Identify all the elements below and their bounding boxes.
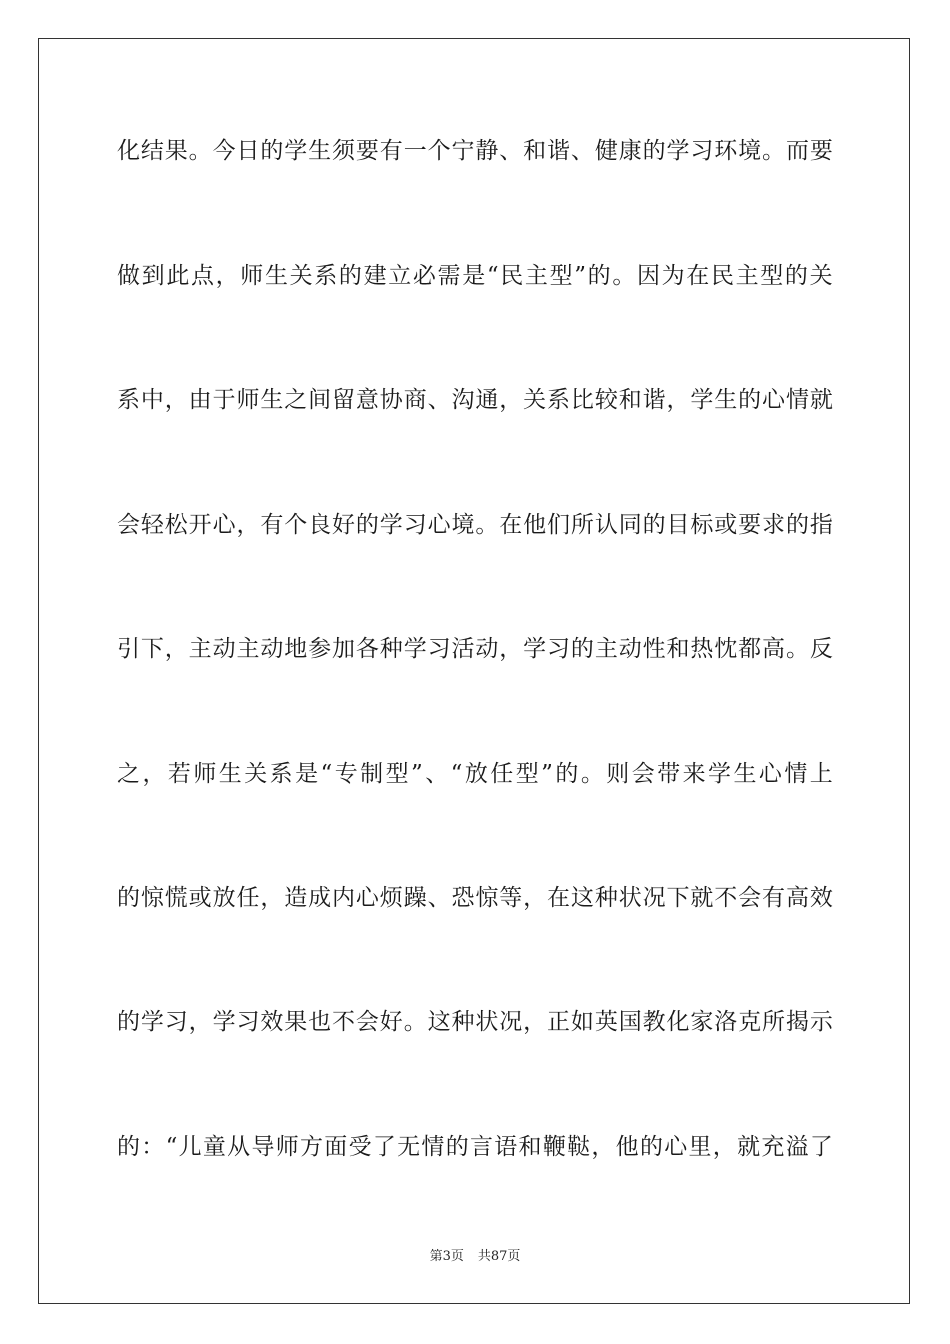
glyph: 系 bbox=[117, 387, 140, 413]
glyph: 结 bbox=[140, 138, 164, 164]
glyph: 环 bbox=[714, 138, 738, 164]
glyph: 这 bbox=[427, 1009, 451, 1035]
body-text-line-9 bbox=[117, 1131, 833, 1163]
glyph: 们 bbox=[547, 512, 571, 538]
glyph: 会 bbox=[355, 1009, 379, 1035]
glyph: 松 bbox=[164, 512, 188, 538]
glyph: 师 bbox=[240, 263, 264, 289]
glyph: 学 bbox=[666, 138, 690, 164]
glyph: 系 bbox=[269, 761, 293, 787]
glyph: 状 bbox=[618, 885, 642, 911]
body-text-line-8 bbox=[117, 1006, 833, 1038]
glyph: 。 bbox=[188, 138, 212, 164]
glyph: 的 bbox=[338, 263, 362, 289]
glyph: 学 bbox=[379, 512, 403, 538]
body-text-line-7 bbox=[117, 882, 833, 914]
glyph: 了 bbox=[372, 1134, 396, 1160]
glyph: 上 bbox=[809, 761, 833, 787]
glyph: 中 bbox=[140, 387, 164, 413]
glyph: 内 bbox=[332, 885, 356, 911]
glyph: 沟 bbox=[451, 387, 475, 413]
glyph: 同 bbox=[618, 512, 642, 538]
glyph: 指 bbox=[809, 512, 833, 538]
glyph: 。 bbox=[580, 761, 604, 787]
glyph: 型 bbox=[760, 263, 784, 289]
glyph: 的 bbox=[555, 761, 579, 787]
glyph: 不 bbox=[714, 885, 738, 911]
glyph: 开 bbox=[188, 512, 212, 538]
body-text-line-4 bbox=[117, 509, 833, 541]
glyph: 宁 bbox=[451, 138, 475, 164]
glyph: 民 bbox=[500, 263, 524, 289]
glyph: 果 bbox=[164, 138, 188, 164]
glyph: 导 bbox=[251, 1134, 275, 1160]
glyph: 和 bbox=[518, 1134, 542, 1160]
glyph: 引 bbox=[117, 636, 140, 662]
glyph: 况 bbox=[499, 1009, 523, 1035]
glyph: 学 bbox=[708, 761, 731, 787]
glyph: 化 bbox=[117, 138, 140, 164]
glyph: 良 bbox=[308, 512, 332, 538]
glyph: 惊 bbox=[140, 885, 164, 911]
glyph: 为 bbox=[661, 263, 685, 289]
glyph: 高 bbox=[785, 885, 809, 911]
glyph: 则 bbox=[606, 761, 630, 787]
glyph: 会 bbox=[117, 512, 140, 538]
glyph: 各 bbox=[355, 636, 379, 662]
glyph: 的 bbox=[587, 263, 611, 289]
glyph: 谐 bbox=[642, 387, 666, 413]
glyph: 需 bbox=[437, 263, 461, 289]
glyph: 放 bbox=[464, 761, 488, 787]
glyph: 轻 bbox=[140, 512, 164, 538]
glyph: 师 bbox=[275, 1134, 299, 1160]
glyph: 的 bbox=[738, 387, 762, 413]
glyph: 专 bbox=[334, 761, 358, 787]
glyph: 在 bbox=[499, 512, 523, 538]
glyph: 建 bbox=[363, 263, 387, 289]
glyph: 的 bbox=[355, 512, 379, 538]
glyph: 教 bbox=[642, 1009, 666, 1035]
glyph: 协 bbox=[379, 387, 403, 413]
page-footer bbox=[0, 1248, 950, 1266]
glyph: 必 bbox=[412, 263, 436, 289]
glyph: 立 bbox=[388, 263, 412, 289]
glyph: 好 bbox=[332, 512, 356, 538]
glyph: 地 bbox=[284, 636, 308, 662]
glyph: 的 bbox=[117, 885, 140, 911]
glyph: 国 bbox=[618, 1009, 642, 1035]
glyph: 心 bbox=[762, 387, 786, 413]
glyph: 任 bbox=[236, 885, 260, 911]
glyph: 充 bbox=[761, 1134, 785, 1160]
glyph: ， bbox=[164, 636, 188, 662]
glyph: 都 bbox=[738, 636, 762, 662]
glyph: 鞑 bbox=[567, 1134, 591, 1160]
body-text-line-5 bbox=[117, 633, 833, 665]
glyph: 的 bbox=[260, 138, 284, 164]
glyph: 制 bbox=[360, 761, 384, 787]
glyph: 的 bbox=[117, 1134, 140, 1160]
glyph: 好 bbox=[379, 1009, 403, 1035]
glyph: 要 bbox=[355, 138, 379, 164]
glyph: 、 bbox=[425, 761, 449, 787]
glyph: 于 bbox=[212, 387, 236, 413]
glyph: 下 bbox=[140, 636, 164, 662]
glyph: 所 bbox=[762, 1009, 786, 1035]
glyph: 习 bbox=[690, 138, 714, 164]
glyph: 如 bbox=[570, 1009, 594, 1035]
glyph: 系 bbox=[314, 263, 338, 289]
glyph: 和 bbox=[523, 138, 547, 164]
glyph: 就 bbox=[690, 885, 714, 911]
glyph: 关 bbox=[523, 387, 547, 413]
glyph: 间 bbox=[308, 387, 332, 413]
glyph: 种 bbox=[451, 1009, 475, 1035]
glyph: 躁 bbox=[403, 885, 427, 911]
glyph: 意 bbox=[355, 387, 379, 413]
glyph: 。 bbox=[762, 138, 786, 164]
glyph: 一 bbox=[403, 138, 427, 164]
glyph: 语 bbox=[494, 1134, 518, 1160]
glyph: 就 bbox=[809, 387, 833, 413]
glyph: 会 bbox=[631, 761, 655, 787]
glyph: 关 bbox=[289, 263, 313, 289]
glyph: 鞭 bbox=[542, 1134, 566, 1160]
glyph: 生 bbox=[264, 263, 288, 289]
glyph: 儿 bbox=[178, 1134, 202, 1160]
glyph: ， bbox=[523, 1009, 547, 1035]
glyph: 或 bbox=[188, 885, 212, 911]
glyph: 造 bbox=[284, 885, 308, 911]
glyph: 日 bbox=[236, 138, 260, 164]
glyph: 须 bbox=[332, 138, 356, 164]
glyph: 较 bbox=[594, 387, 618, 413]
glyph: 这 bbox=[570, 885, 594, 911]
glyph: 心 bbox=[427, 512, 451, 538]
glyph: 正 bbox=[547, 1009, 571, 1035]
glyph: 克 bbox=[738, 1009, 762, 1035]
glyph: ： bbox=[141, 1134, 165, 1160]
glyph: 因 bbox=[636, 263, 660, 289]
glyph: 型 bbox=[385, 761, 409, 787]
glyph: 习 bbox=[403, 512, 427, 538]
body-text-line-1 bbox=[117, 135, 833, 167]
glyph: 活 bbox=[451, 636, 475, 662]
glyph: 生 bbox=[733, 761, 757, 787]
glyph: ， bbox=[164, 387, 188, 413]
glyph: 习 bbox=[427, 636, 451, 662]
glyph: 参 bbox=[308, 636, 332, 662]
glyph: 师 bbox=[193, 761, 217, 787]
glyph: 生 bbox=[308, 138, 332, 164]
glyph: 。 bbox=[475, 512, 499, 538]
glyph: 热 bbox=[690, 636, 714, 662]
glyph: 有 bbox=[379, 138, 403, 164]
glyph: ” bbox=[541, 761, 553, 787]
glyph: 洛 bbox=[714, 1009, 738, 1035]
glyph: ， bbox=[499, 387, 523, 413]
glyph: 所 bbox=[570, 512, 594, 538]
glyph: 家 bbox=[690, 1009, 714, 1035]
glyph: 和 bbox=[618, 387, 642, 413]
glyph: “ bbox=[320, 761, 333, 787]
glyph: 点 bbox=[190, 263, 214, 289]
glyph: 种 bbox=[379, 636, 403, 662]
glyph: 带 bbox=[657, 761, 681, 787]
glyph: 动 bbox=[260, 636, 284, 662]
glyph: 有 bbox=[260, 512, 284, 538]
glyph: “ bbox=[486, 263, 499, 289]
glyph: 果 bbox=[284, 1009, 308, 1035]
glyph: 和 bbox=[666, 636, 690, 662]
glyph: 烦 bbox=[379, 885, 403, 911]
glyph: 任 bbox=[490, 761, 514, 787]
glyph: 动 bbox=[475, 636, 499, 662]
glyph: ， bbox=[666, 387, 690, 413]
glyph: 方 bbox=[300, 1134, 324, 1160]
glyph: ， bbox=[712, 1134, 736, 1160]
glyph: ， bbox=[499, 636, 523, 662]
glyph: 主 bbox=[735, 263, 759, 289]
glyph: 认 bbox=[594, 512, 618, 538]
glyph: 要 bbox=[738, 512, 762, 538]
glyph: 关 bbox=[809, 263, 833, 289]
glyph: 性 bbox=[642, 636, 666, 662]
glyph: 习 bbox=[236, 1009, 260, 1035]
glyph: 系 bbox=[547, 387, 571, 413]
glyph: 揭 bbox=[785, 1009, 809, 1035]
glyph: 恐 bbox=[451, 885, 475, 911]
glyph: 生 bbox=[260, 387, 284, 413]
glyph: 下 bbox=[666, 885, 690, 911]
glyph: 情 bbox=[785, 387, 809, 413]
glyph: 学 bbox=[140, 1009, 164, 1035]
glyph: 或 bbox=[714, 512, 738, 538]
glyph: 型 bbox=[549, 263, 573, 289]
glyph: 康 bbox=[618, 138, 642, 164]
glyph: 情 bbox=[784, 761, 808, 787]
glyph: 求 bbox=[762, 512, 786, 538]
glyph: 个 bbox=[284, 512, 308, 538]
glyph: 种 bbox=[594, 885, 618, 911]
glyph: 效 bbox=[260, 1009, 284, 1035]
glyph: 的 bbox=[642, 512, 666, 538]
glyph: 的 bbox=[642, 138, 666, 164]
glyph: 状 bbox=[475, 1009, 499, 1035]
glyph: 里 bbox=[688, 1134, 712, 1160]
glyph: 心 bbox=[355, 885, 379, 911]
glyph: 民 bbox=[710, 263, 734, 289]
glyph: 情 bbox=[421, 1134, 445, 1160]
glyph: 是 bbox=[462, 263, 486, 289]
glyph: 之 bbox=[284, 387, 308, 413]
glyph: 。 bbox=[403, 1009, 427, 1035]
glyph: 到 bbox=[141, 263, 165, 289]
glyph: 生 bbox=[714, 387, 738, 413]
glyph: 心 bbox=[758, 761, 782, 787]
glyph: ， bbox=[591, 1134, 615, 1160]
glyph: 。 bbox=[785, 636, 809, 662]
glyph: 言 bbox=[469, 1134, 493, 1160]
glyph: 加 bbox=[332, 636, 356, 662]
glyph: 要 bbox=[809, 138, 833, 164]
glyph: 健 bbox=[594, 138, 618, 164]
glyph: 境 bbox=[451, 512, 475, 538]
glyph: 境 bbox=[738, 138, 762, 164]
glyph: 从 bbox=[227, 1134, 251, 1160]
glyph: 不 bbox=[332, 1009, 356, 1035]
glyph: 他 bbox=[523, 512, 547, 538]
glyph: 动 bbox=[212, 636, 236, 662]
glyph: ” bbox=[574, 263, 586, 289]
glyph: 型 bbox=[515, 761, 539, 787]
glyph: 由 bbox=[188, 387, 212, 413]
glyph: 的 bbox=[785, 512, 809, 538]
glyph: 主 bbox=[524, 263, 548, 289]
glyph: 惊 bbox=[475, 885, 499, 911]
glyph: 主 bbox=[594, 636, 618, 662]
glyph: 的 bbox=[117, 1009, 140, 1035]
glyph: 反 bbox=[809, 636, 833, 662]
glyph: 做 bbox=[117, 263, 140, 289]
glyph: 的 bbox=[445, 1134, 469, 1160]
glyph: 无 bbox=[397, 1134, 421, 1160]
glyph: 示 bbox=[809, 1009, 833, 1035]
glyph: 况 bbox=[642, 885, 666, 911]
glyph: 谐 bbox=[547, 138, 571, 164]
page-number: 第3页 bbox=[429, 1249, 464, 1264]
glyph: 师 bbox=[236, 387, 260, 413]
glyph: 习 bbox=[164, 1009, 188, 1035]
glyph: 学 bbox=[403, 636, 427, 662]
body-text-line-2 bbox=[117, 260, 833, 292]
glyph: 是 bbox=[295, 761, 319, 787]
page-border bbox=[38, 38, 910, 1304]
glyph: 了 bbox=[809, 1134, 833, 1160]
glyph: ， bbox=[523, 885, 547, 911]
glyph: 、 bbox=[570, 138, 594, 164]
glyph: 心 bbox=[212, 512, 236, 538]
glyph: 效 bbox=[809, 885, 833, 911]
body-text-line-3 bbox=[117, 384, 833, 416]
glyph: 放 bbox=[212, 885, 236, 911]
glyph: 受 bbox=[348, 1134, 372, 1160]
glyph: 、 bbox=[499, 138, 523, 164]
glyph: 的 bbox=[784, 263, 808, 289]
glyph: 。 bbox=[612, 263, 636, 289]
glyph: 主 bbox=[236, 636, 260, 662]
glyph: ， bbox=[215, 263, 239, 289]
glyph: 生 bbox=[218, 761, 242, 787]
glyph: 学 bbox=[690, 387, 714, 413]
body-text-line-6 bbox=[117, 758, 833, 790]
glyph: 溢 bbox=[785, 1134, 809, 1160]
glyph: ， bbox=[260, 885, 284, 911]
glyph: 个 bbox=[427, 138, 451, 164]
glyph: 来 bbox=[682, 761, 706, 787]
glyph: 关 bbox=[244, 761, 268, 787]
glyph: 、 bbox=[427, 387, 451, 413]
glyph: 在 bbox=[686, 263, 710, 289]
glyph: 动 bbox=[618, 636, 642, 662]
glyph: ” bbox=[411, 761, 423, 787]
glyph: 习 bbox=[547, 636, 571, 662]
glyph: “ bbox=[450, 761, 463, 787]
glyph: 化 bbox=[666, 1009, 690, 1035]
glyph: 学 bbox=[284, 138, 308, 164]
glyph: 童 bbox=[202, 1134, 226, 1160]
total-pages: 共87页 bbox=[477, 1249, 521, 1264]
glyph: 静 bbox=[475, 138, 499, 164]
glyph: 今 bbox=[212, 138, 236, 164]
glyph: 的 bbox=[639, 1134, 663, 1160]
glyph: 主 bbox=[188, 636, 212, 662]
glyph: 面 bbox=[324, 1134, 348, 1160]
glyph: ， bbox=[188, 1009, 212, 1035]
glyph: 此 bbox=[166, 263, 190, 289]
glyph: 学 bbox=[523, 636, 547, 662]
glyph: 高 bbox=[762, 636, 786, 662]
glyph: 就 bbox=[737, 1134, 761, 1160]
glyph: 商 bbox=[403, 387, 427, 413]
glyph: 通 bbox=[475, 387, 499, 413]
glyph: 、 bbox=[427, 885, 451, 911]
glyph: 学 bbox=[212, 1009, 236, 1035]
glyph: 也 bbox=[308, 1009, 332, 1035]
glyph: 会 bbox=[738, 885, 762, 911]
glyph: 的 bbox=[570, 636, 594, 662]
glyph: 英 bbox=[594, 1009, 618, 1035]
glyph: 慌 bbox=[164, 885, 188, 911]
glyph: 心 bbox=[664, 1134, 688, 1160]
glyph: 留 bbox=[332, 387, 356, 413]
glyph: 标 bbox=[690, 512, 714, 538]
glyph: 他 bbox=[615, 1134, 639, 1160]
glyph: 之 bbox=[117, 761, 140, 787]
glyph: 有 bbox=[762, 885, 786, 911]
glyph: 目 bbox=[666, 512, 690, 538]
glyph: 忱 bbox=[714, 636, 738, 662]
glyph: 比 bbox=[570, 387, 594, 413]
glyph: 若 bbox=[167, 761, 191, 787]
glyph: ， bbox=[142, 761, 166, 787]
glyph: 而 bbox=[785, 138, 809, 164]
glyph: 等 bbox=[499, 885, 523, 911]
glyph: ， bbox=[236, 512, 260, 538]
glyph: “ bbox=[165, 1134, 178, 1160]
glyph: 成 bbox=[308, 885, 332, 911]
glyph: 在 bbox=[547, 885, 571, 911]
